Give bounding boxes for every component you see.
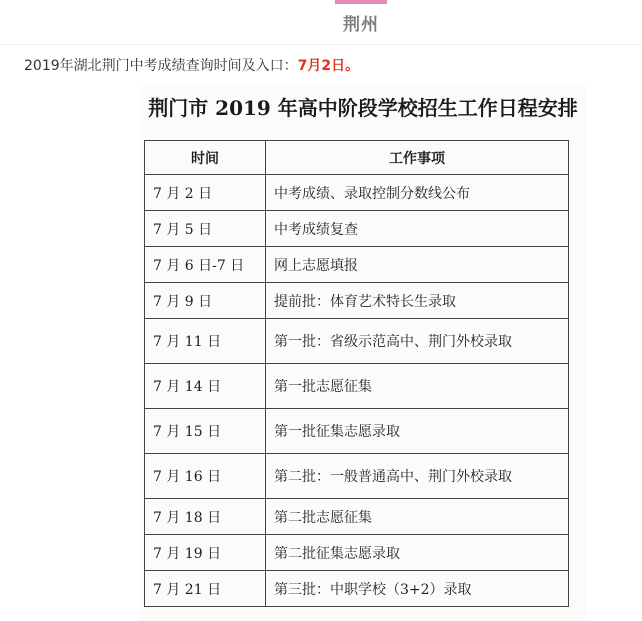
- table-header-row: [145, 141, 569, 175]
- section-divider: [0, 44, 642, 45]
- row-task: 提前批：体育艺术特长生录取: [266, 283, 569, 319]
- table-row: [145, 211, 569, 247]
- schedule-document-image: [140, 86, 586, 621]
- table-row: [145, 535, 569, 571]
- row-time: 7 月 6 日-7 日: [145, 247, 266, 283]
- table-row: [145, 283, 569, 319]
- row-task: 网上志愿填报: [266, 247, 569, 283]
- table-row: [145, 364, 569, 409]
- section-accent-bar: [335, 0, 387, 4]
- row-task: 第二批：一般普通高中、荆门外校录取: [266, 454, 569, 499]
- row-task: 第二批志愿征集: [266, 499, 569, 535]
- row-time: 7 月 2 日: [145, 175, 266, 211]
- row-time: 7 月 5 日: [145, 211, 266, 247]
- row-time: 7 月 16 日: [145, 454, 266, 499]
- row-task: 第三批：中职学校（3+2）录取: [266, 571, 569, 607]
- table-row: [145, 247, 569, 283]
- row-time: 7 月 21 日: [145, 571, 266, 607]
- intro-line: [24, 55, 359, 75]
- schedule-table: [144, 140, 569, 607]
- row-time: 7 月 18 日: [145, 499, 266, 535]
- row-time: 7 月 11 日: [145, 319, 266, 364]
- table-row: [145, 175, 569, 211]
- column-header-time: 时间: [145, 141, 266, 175]
- row-time: 7 月 15 日: [145, 409, 266, 454]
- row-task: 第一批：省级示范高中、荆门外校录取: [266, 319, 569, 364]
- row-task: 第一批志愿征集: [266, 364, 569, 409]
- row-task: 中考成绩复查: [266, 211, 569, 247]
- row-time: 7 月 9 日: [145, 283, 266, 319]
- intro-date: 7月2日。: [297, 58, 360, 74]
- table-row: [145, 454, 569, 499]
- row-time: 7 月 14 日: [145, 364, 266, 409]
- table-row: [145, 319, 569, 364]
- row-task: 第一批征集志愿录取: [266, 409, 569, 454]
- table-row: [145, 499, 569, 535]
- table-row: [145, 409, 569, 454]
- row-task: 中考成绩、录取控制分数线公布: [266, 175, 569, 211]
- row-time: 7 月 19 日: [145, 535, 266, 571]
- table-row: [145, 571, 569, 607]
- section-title: 荆州: [343, 15, 379, 35]
- document-title: 荆门市 2019 年高中阶段学校招生工作日程安排: [148, 96, 578, 120]
- row-task: 第二批征集志愿录取: [266, 535, 569, 571]
- intro-text: 2019年湖北荆门中考成绩查询时间及入口：: [24, 58, 298, 74]
- column-header-task: 工作事项: [266, 141, 569, 175]
